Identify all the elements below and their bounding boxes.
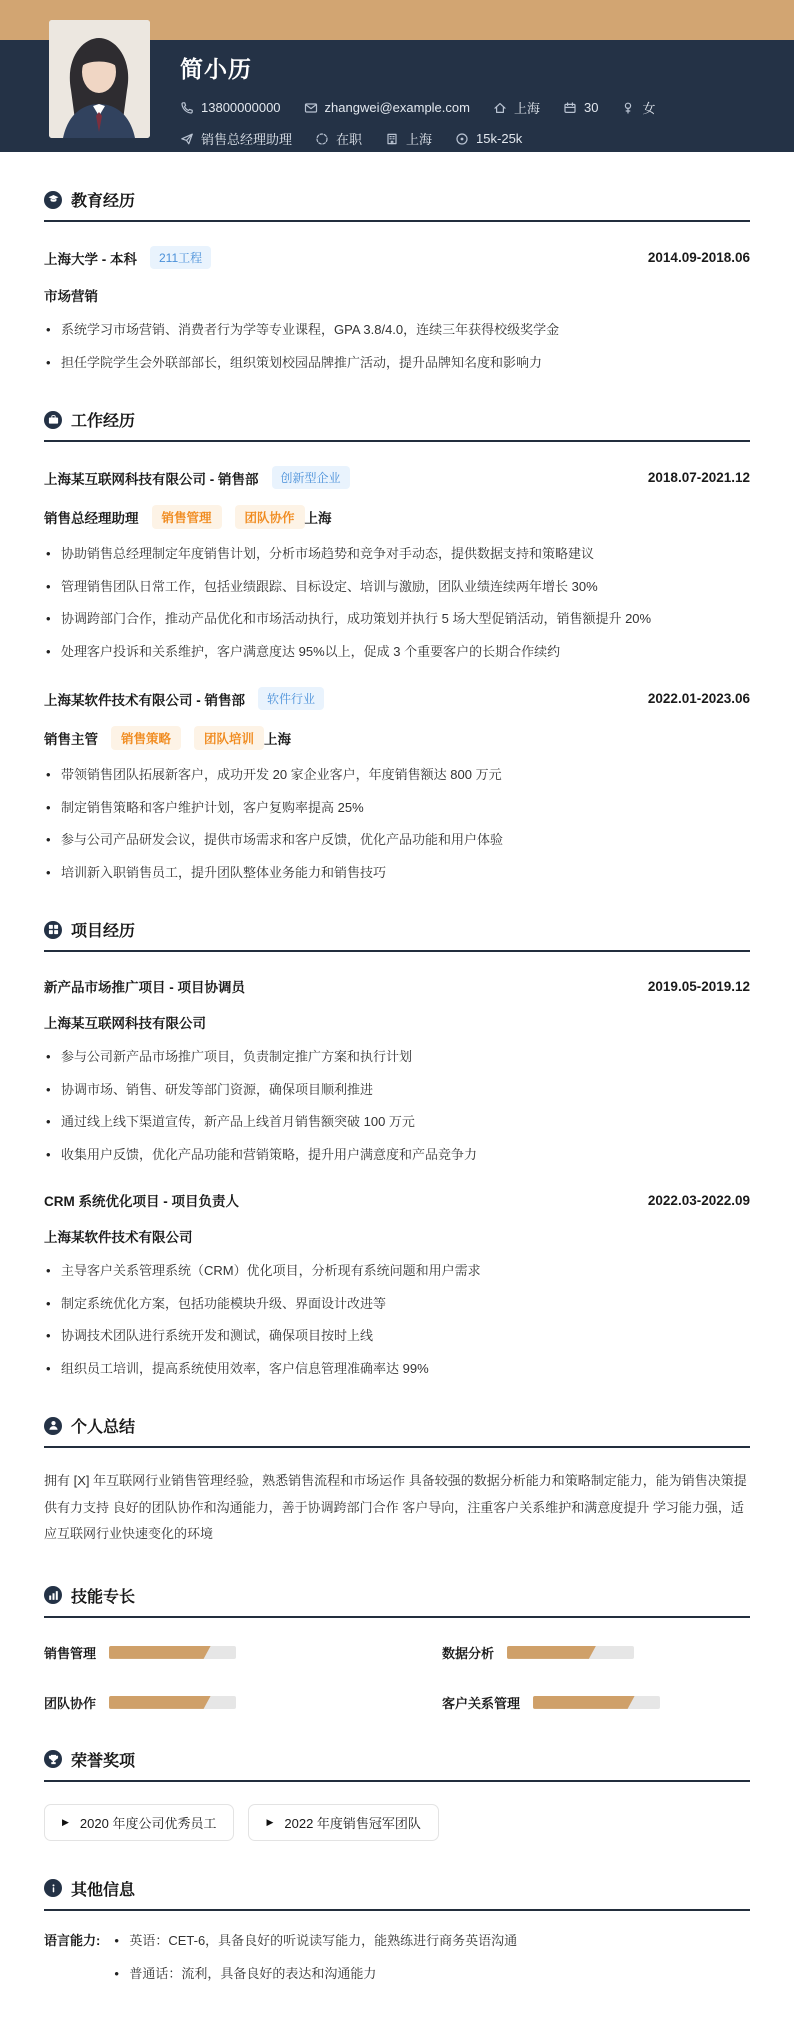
email-value: zhangwei@example.com [324,100,470,115]
section-projects [44,918,750,1378]
target-job-icon [180,132,194,146]
target-job-item [180,129,292,148]
section-divider [44,1780,750,1782]
gender-item [621,98,655,117]
contact-row-1 [180,98,794,117]
phone-item [180,100,281,115]
city-item [385,129,432,148]
work-location: 上海 [264,732,292,747]
city-value: 上海 [406,132,433,147]
education-bullets [44,320,750,372]
language-block [44,1931,750,1998]
education-title: 教育经历 [71,193,136,210]
skill-bar-fill [533,1696,635,1709]
work-entry-row [44,466,750,489]
work-entry [44,466,750,661]
trophy-icon [48,1754,59,1765]
project-entry [44,976,750,1164]
bullet-item: • 参与公司新产品市场推广项目，负责制定推广方案和执行计划 [44,1047,750,1067]
skill-tag: 团队协作 [235,505,305,529]
skill-item [442,1693,750,1712]
skill-label: 团队协作 [44,1695,97,1711]
job-status-value: 在职 [336,132,363,147]
summary-title: 个人总结 [71,1419,136,1436]
skills-grid [44,1643,750,1712]
section-divider [44,220,750,222]
skill-bar-track [507,1646,634,1659]
skill-label: 数据分析 [442,1645,495,1661]
skills-title: 技能专长 [71,1588,136,1606]
other-header [44,1877,750,1900]
project-entry-row [44,1190,750,1210]
skill-bar-fill [507,1646,596,1659]
bullet-item: • 管理销售团队日常工作，包括业绩跟踪、目标设定、培训与激励，团队业绩连续两年增长 30% [44,577,750,597]
section-divider [44,1909,750,1911]
education-icon [44,191,62,209]
mail-icon [304,101,318,115]
position-name: 销售总经理助理 [44,511,139,526]
bullet-item: • 协调市场、销售、研发等部门资源，确保项目顺利推进 [44,1080,750,1100]
contact-row-2 [180,129,794,148]
city-icon [385,132,399,146]
school-badge: 211工程 [150,246,211,269]
projects-header [44,918,750,941]
work-bullets [44,765,750,882]
company-name: 上海某互联网科技有限公司 - 销售部 [44,471,259,487]
other-title: 其他信息 [71,1881,136,1899]
bullet-item: • 组织员工培训，提高系统使用效率，客户信息管理准确率达 99% [44,1359,750,1379]
section-education [44,188,750,372]
salary-item [455,131,522,146]
education-entry-row [44,246,750,269]
person-icon [48,1420,59,1431]
bullet-item: • 协助销售总经理制定年度销售计划，分析市场趋势和竞争对手动态，提供数据支持和策略建议 [44,544,750,564]
skill-bar-track [109,1696,236,1709]
target-job-value: 销售总经理助理 [201,132,293,147]
profile-photo [49,20,150,138]
resume-header [0,40,794,152]
other-info-icon [44,1879,62,1897]
phone-value: 13800000000 [201,100,281,115]
work-date: 2018.07-2021.12 [647,470,750,485]
language-item: • 英语：CET-6，具备良好的听说读写能力，能熟练进行商务英语沟通 [112,1931,517,1951]
briefcase-icon [48,414,59,425]
position-row [44,505,750,529]
skill-label: 客户关系管理 [442,1695,521,1711]
section-divider [44,950,750,952]
project-bullets [44,1047,750,1164]
section-skills [44,1584,750,1712]
skill-bar-track [109,1646,236,1659]
education-header [44,188,750,211]
position-row [44,726,750,750]
job-status-item [315,129,362,148]
job-status-icon [315,132,329,146]
skill-bar-fill [109,1696,211,1709]
major: 市场营销 [44,289,98,304]
skills-icon [44,1586,62,1604]
section-work [44,408,750,882]
graduation-cap-icon [48,194,59,205]
honor-item[interactable] [44,1804,234,1841]
project-entry-row [44,976,750,996]
work-title: 工作经历 [71,413,136,430]
summary-text: 拥有 [X] 年互联网行业销售管理经验，熟悉销售流程和市场运作 具备较强的数据分析能力和策略制定能力，能为销售决策提供有力支持 良好的团队协作和沟通能力，善于协调跨部门合作 客户导向，注重客户关系维护和满意度提升 学习能力强，适应互联网行业快速变化的环境 [44,1473,747,1542]
project-date: 2019.05-2019.12 [647,978,750,994]
bullet-item: • 制定系统优化方案，包括功能模块升级、界面设计改进等 [44,1294,750,1314]
position-name: 销售主管 [44,732,98,747]
work-date: 2022.01-2023.06 [647,691,750,706]
bullet-item: • 培训新入职销售员工，提升团队整体业务能力和销售技巧 [44,863,750,883]
profile-photo-placeholder [49,20,150,138]
work-icon [44,411,62,429]
bullet-item: • 主导客户关系管理系统（CRM）优化项目，分析现有系统问题和用户需求 [44,1261,750,1281]
honors-icon [44,1750,62,1768]
skills-header [44,1584,750,1607]
project-company: 上海某软件技术有限公司 [44,1230,193,1245]
bullet-item: • 担任学院学生会外联部部长，组织策划校园品牌推广活动，提升品牌知名度和影响力 [44,353,750,373]
info-icon [48,1883,59,1894]
language-list [112,1931,517,1998]
honors-list [44,1804,750,1841]
bullet-item: • 收集用户反馈，优化产品功能和营销策略，提升用户满意度和产品竞争力 [44,1145,750,1165]
email-item [304,100,470,115]
grid-icon [48,924,59,935]
honors-title: 荣誉奖项 [71,1752,136,1770]
company-badge: 软件行业 [258,687,324,710]
work-location: 上海 [304,511,332,526]
honors-header [44,1748,750,1771]
bullet-item: • 系统学习市场营销、消费者行为学等专业课程，GPA 3.8/4.0，连续三年获得校级奖学金 [44,320,750,340]
project-bullets [44,1261,750,1378]
salary-icon [455,132,469,146]
projects-icon [44,921,62,939]
skill-bar-fill [109,1646,211,1659]
project-company: 上海某互联网科技有限公司 [44,1016,206,1031]
bullet-item: • 制定销售策略和客户维护计划，客户复购率提高 25% [44,798,750,818]
company-name: 上海某软件技术有限公司 - 销售部 [44,692,245,708]
age-icon [563,101,577,115]
project-date: 2022.03-2022.09 [647,1192,750,1208]
section-divider [44,440,750,442]
skill-item [44,1643,352,1662]
residence-value: 上海 [513,101,540,116]
bullet-item: • 带领销售团队拓展新客户，成功开发 20 家企业客户，年度销售额达 800 万元 [44,765,750,785]
resume-body [0,188,794,2028]
residence-item [493,98,540,117]
work-bullets [44,544,750,661]
home-icon [493,101,507,115]
skill-bar-track [533,1696,660,1709]
honor-label: 2020 年度公司优秀员工 [79,1815,217,1831]
bullet-item: • 协调跨部门合作，推动产品优化和市场活动执行，成功策划并执行 5 场大型促销活动，销售额提升 20% [44,609,750,629]
project-name: CRM 系统优化项目 - 项目负责人 [44,1194,239,1209]
skill-tag: 团队培训 [194,726,264,750]
age-item [563,100,598,115]
language-label: 语言能力: [44,1932,101,1948]
age-value: 30 [583,100,599,115]
education-entry [44,246,750,372]
summary-header [44,1414,750,1437]
gender-value: 女 [642,101,656,116]
section-summary [44,1414,750,1548]
education-date: 2014.09-2018.06 [647,250,750,265]
skill-tag: 销售管理 [152,505,222,529]
bullet-item: • 协调技术团队进行系统开发和测试，确保项目按时上线 [44,1326,750,1346]
bullet-item: • 处理客户投诉和关系维护，客户满意度达 95%以上，促成 3 个重要客户的长期合作续约 [44,642,750,662]
project-entry [44,1190,750,1378]
skill-tag: 销售策略 [111,726,181,750]
work-entry [44,687,750,882]
honor-item[interactable] [248,1804,438,1841]
skill-item [442,1643,750,1662]
summary-icon [44,1417,62,1435]
work-entry-row [44,687,750,710]
bar-chart-icon [48,1590,59,1601]
project-name: 新产品市场推广项目 - 项目协调员 [44,980,245,995]
language-item: • 普通话：流利，具备良好的表达和沟通能力 [112,1964,517,1984]
projects-title: 项目经历 [71,923,136,940]
expand-arrow-icon: ▶ [266,1816,274,1827]
salary-value: 15k-25k [476,131,523,146]
section-other [44,1877,750,1998]
phone-icon [180,101,194,115]
gender-icon [621,101,635,115]
section-honors [44,1748,750,1841]
section-divider [44,1616,750,1618]
skill-label: 销售管理 [44,1645,97,1661]
work-header [44,408,750,431]
candidate-name: 简小历 [180,56,252,82]
bullet-item: • 通过线上线下渠道宣传，新产品上线首月销售额突破 100 万元 [44,1112,750,1132]
expand-arrow-icon: ▶ [62,1816,69,1827]
bullet-item: • 参与公司产品研发会议，提供市场需求和客户反馈，优化产品功能和用户体验 [44,830,750,850]
company-badge: 创新型企业 [272,466,350,489]
school-name: 上海大学 - 本科 [44,251,137,267]
section-divider [44,1446,750,1448]
honor-label: 2022 年度销售冠军团队 [284,1815,421,1831]
skill-item [44,1693,352,1712]
